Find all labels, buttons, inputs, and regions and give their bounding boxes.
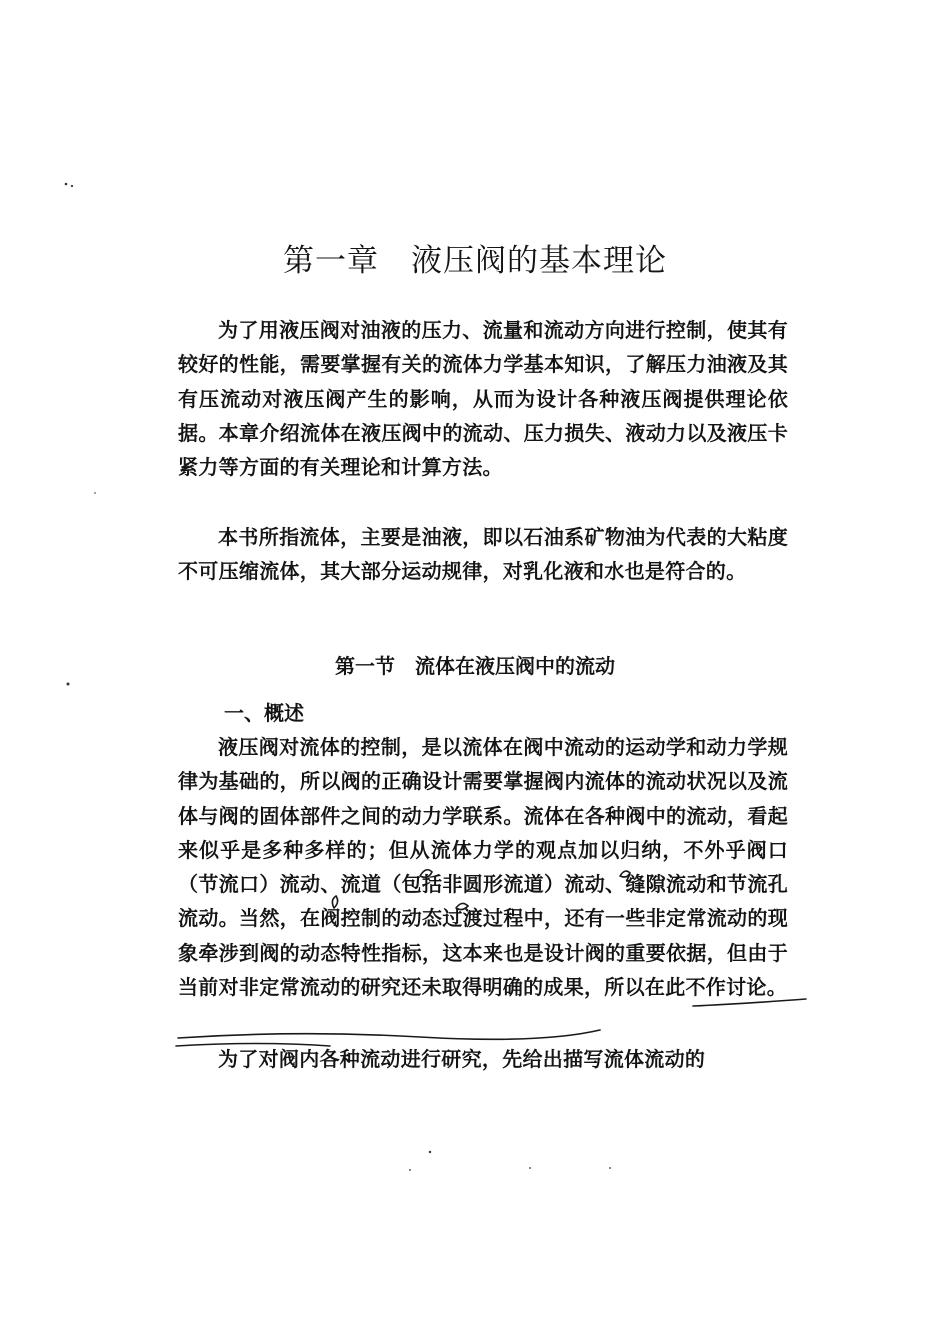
overview-paragraph-2: 为了对阀内各种流动进行研究，先给出描写流体流动的 (218, 1047, 706, 1071)
scan-speck (67, 683, 70, 686)
overview-paragraph-1: 液压阀对流体的控制，是以流体在阀中流动的运动学和动力学规律为基础的，所以阀的正确设计需要掌握阀内流体的流动状况以及流体与阀的固体部件之间的动力学联系。流体在各种阀中的流动，看起来似乎是多种多样的；但从流体力学的观点加以归纳，不外乎阀口（节流口）流动、流道（包括非圆形流道）流动、缝隙流动和节流孔流动。当然，在阀控制的动态过渡过程中，还有一些非定常流动的现象牵涉到阀的动态特性指标，这本来也是设计阀的重要依据，但由于当前对非定常流动的研究还未取得明确的成果，所以在此不作讨论。 (178, 735, 788, 1000)
intro-paragraph-2: 本书所指流体，主要是油液，即以石油系矿物油为代表的大粘度不可压缩流体，其大部分运动规律，对乳化液和水也是符合的。 (178, 525, 788, 584)
scan-speck (65, 183, 68, 186)
scan-speck (609, 1167, 611, 1169)
pen-underline-2 (178, 1030, 600, 1039)
section-title: 第一节 流体在液压阀中的流动 (335, 654, 615, 678)
chapter-title: 第一章 液压阀的基本理论 (283, 243, 667, 279)
scan-speck (429, 1151, 431, 1153)
intro-paragraph-1: 为了用液压阀对油液的压力、流量和流动方向进行控制，使其有较好的性能，需要掌握有关的流体力学基本知识，了解压力油液及其有压流动对液压阀产生的影响，从而为设计各种液压阀提供理论依据。本章介绍流体在液压阀中的流动、压力损失、液动力以及液压卡紧力等方面的有关理论和计算方法。 (178, 318, 788, 480)
scan-speck (409, 1169, 411, 1171)
scan-speck (94, 492, 96, 494)
scan-speck (529, 1167, 531, 1169)
scan-speck (71, 185, 73, 187)
subsection-title: 一、概述 (224, 701, 304, 725)
